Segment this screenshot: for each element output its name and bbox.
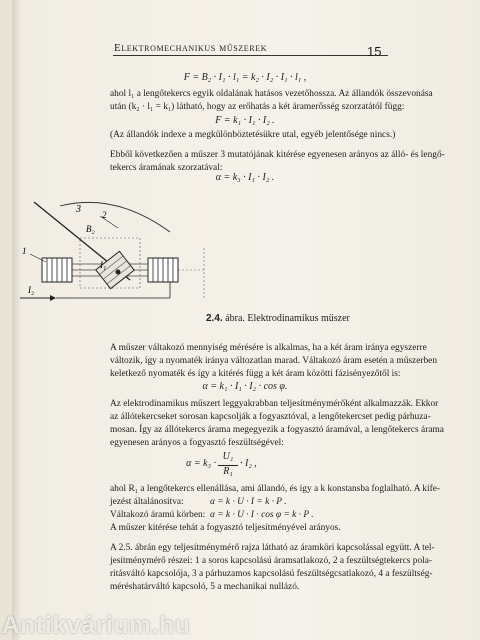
equation-deflection-ac: α = k₁ · I₁ · I₂ · cos φ.	[202, 381, 288, 392]
paragraph-3-line-2: tekercs áramának szorzatával:	[110, 163, 223, 173]
paragraph-4-line-3: keletkező nyomaték és így a kitérés függ a két áram közötti fázisényezőtől is:	[110, 369, 401, 379]
paragraph-7-line-1: A 2.5. ábrán egy teljesítménymérő rajza látható az áramköri kapcsolással együtt. A tel-	[110, 543, 435, 553]
paragraph-1-line-2: után (k₂ · l₁ = k₁) látható, hogy az erőhatás a két áramerősség szorzatától függ:	[110, 102, 405, 112]
equation-force-2: F = k₁ · I₁ · I₂ .	[215, 115, 275, 126]
label-1: 1	[22, 246, 27, 256]
running-header: Elektromechanikus műszerek	[114, 42, 268, 54]
paragraph-6-line-4: A műszer kitérése tehát a fogyasztó teljesítményével arányos.	[110, 523, 341, 533]
equation-5-left: α = k₃ ·	[186, 458, 216, 469]
paragraph-6-line-3b: α = k · U · I · cos φ = k · P .	[210, 510, 314, 520]
paragraph-1-line-1: ahol l₁ a lengőtekercs egyik oldalának hatásos vezetőhossza. Az állandók összevonása	[110, 89, 433, 99]
figure-electrodynamic-instrument	[20, 188, 210, 313]
pivot-dot	[116, 270, 121, 275]
paragraph-7-line-3: ritásváltó kapcsolója, 3 a párhuzamos kapcsolású feszültségcsatlakozó, 4 a feszültség-	[110, 569, 433, 579]
paragraph-2: (Az állandók indexe a megkülönböztetésükre utal, egyéb jelentősége nincs.)	[110, 130, 396, 140]
figure-caption-number: 2.4.	[206, 313, 223, 324]
page-number: 15	[367, 44, 382, 59]
paragraph-6-line-3a: Váltakozó áramú körben:	[110, 510, 206, 520]
watermark-logo: Antikvárium.hu	[2, 612, 191, 639]
label-2: 2	[102, 210, 107, 220]
label-3: 3	[76, 204, 81, 215]
header-rule	[113, 55, 388, 56]
paragraph-7-line-4: méréshatárváltó kapcsoló, 5 a mechanikai nullázó.	[110, 582, 300, 592]
equation-deflection-1: α = k₃ · I₁ · I₂ .	[215, 172, 275, 183]
paragraph-5-line-2: az állótekercseket sorosan kapcsolják a fogyasztóval, a lengőtekercset pedig párhuza-	[110, 412, 431, 422]
current-i2-arrow	[50, 295, 56, 301]
label-i2: I₂	[28, 285, 35, 295]
label-b2: B₂	[86, 224, 95, 234]
label-i1: I₁	[100, 260, 107, 270]
paragraph-7-line-2: jesítménymérő részei: 1 a soros kapcsolású áramsatlakozó, 2 a feszültségtekercs pola-	[110, 556, 433, 566]
paragraph-6-line-2b: α = k · U · I = k · P .	[210, 497, 287, 507]
figure-caption-text: ábra. Elektrodinamikus műszer	[225, 313, 350, 324]
paragraph-5-line-1: Az elektrodinamikus műszert leggyakrabban teljesítménymérőként alkalmazzák. Ekkor	[110, 399, 439, 409]
paragraph-6-line-2a: jezést általánosítva:	[110, 497, 184, 507]
paragraph-4-line-1: A műszer váltakozó mennyiség mérésére is alkalmas, ha a két áram iránya egyszerre	[110, 343, 427, 353]
figure-caption	[206, 313, 350, 324]
paragraph-3-line-1: Ebből következően a műszer 3 mutatójának kitérése egyenesen arányos az álló- és lengő-	[110, 150, 445, 160]
equation-5-numerator: U₁	[222, 451, 234, 462]
paragraph-4-line-2: változik, így a nyomaték iránya változatlan marad. Váltakozó áram esetén a műszerben	[110, 356, 438, 366]
paragraph-5-line-3: mosan. Így az állótekercs árama megegyezik a fogyasztó áramával, a lengőtekercs árama	[110, 425, 444, 435]
paragraph-5-line-4: egyenesen arányos a fogyasztó feszültségével:	[110, 438, 284, 448]
paragraph-6-line-1: ahol R₁ a lengőtekercs ellenállása, ami állandó, és így a k konstansba foglalható. A kife-	[110, 484, 440, 494]
equation-5-right: · I₂ ,	[240, 458, 257, 469]
equation-5-denominator: R₁	[223, 466, 233, 477]
equation-force-1: F = B₂ · I₁ · l₁ = k₂ · I₂ · I₁ · l₁ ,	[183, 72, 307, 83]
